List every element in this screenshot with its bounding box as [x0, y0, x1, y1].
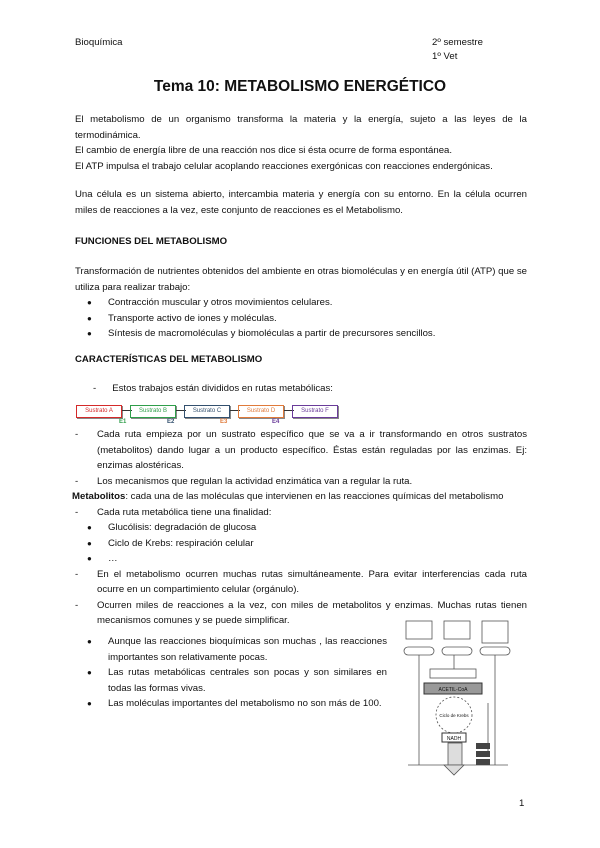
simplify-list	[75, 634, 387, 712]
substrate-box: Sustrato A	[76, 405, 122, 418]
enzyme-label: E3	[220, 419, 228, 425]
substrate-box: Sustrato B	[130, 405, 176, 418]
header-subject: Bioquímica	[75, 37, 123, 48]
intro-line: El metabolismo de un organismo transforma la materia y la energía, sujeto a las leyes de la termodinámica.	[75, 114, 527, 141]
list-item: ● Síntesis de macromoléculas y biomoléculas a partir de precursores sencillos.	[75, 326, 527, 342]
intro-line: El ATP impulsa el trabajo celular acoplando reacciones exergónicas con reacciones endergónicas.	[75, 160, 493, 172]
substrate-box: Sustrato F	[292, 405, 338, 418]
list-item: ● Las rutas metabólicas centrales son pocas y son similares en todas las formas vivas.	[75, 665, 387, 696]
enzyme-label: E1	[119, 419, 127, 425]
dash-item: - En el metabolismo ocurren muchas rutas simultáneamente. Para evitar interferencias cada ruta ocurre en un compartimiento celular (orgánulo).	[75, 567, 527, 598]
list-item: ● Glucólisis: degradación de glucosa	[75, 520, 527, 536]
rutas-text: Estos trabajos están divididos en rutas metabólicas:	[112, 383, 333, 394]
metabolitos-label: Metabolitos	[72, 491, 126, 502]
list-item: ● Transporte activo de iones y moléculas.	[75, 311, 527, 327]
dash-item: - Cada ruta metabólica tiene una finalidad:	[75, 505, 527, 521]
cell-paragraph: Una célula es un sistema abierto, intercambia materia y energía con su entorno. En la célula ocurren miles de reacciones a la vez, este conjunto de reacciones es el Metabolismo.	[75, 189, 527, 216]
list-item: ● Contracción muscular y otros movimientos celulares.	[75, 295, 527, 311]
list-item: ● Ciclo de Krebs: respiración celular	[75, 536, 527, 552]
figure-cycle-label: Ciclo de Krebs	[439, 713, 469, 718]
dash-item: - Estos trabajos están divididos en rutas metabólicas:	[93, 383, 333, 394]
substrate-box: Sustrato D	[238, 405, 284, 418]
funciones-text: Transformación de nutrientes obtenidos del ambiente en otras biomoléculas y en energía útil (ATP) que se utiliza para realizar trabajo:	[75, 266, 527, 293]
funciones-block	[75, 264, 527, 342]
intro-paragraph	[75, 112, 527, 174]
intro-line: El cambio de energía libre de una reacción nos dice si ésta ocurre de forma espontánea.	[75, 145, 453, 156]
enzyme-label: E2	[167, 419, 175, 425]
list-item: ● …	[75, 551, 527, 567]
header-semester: 2º semestre	[432, 37, 483, 48]
header-course: 1º Vet	[432, 51, 458, 62]
caracteristicas-block	[72, 427, 527, 629]
enzyme-label: E4	[272, 419, 280, 425]
dash-item: - Los mecanismos que regulan la actividad enzimática van a regular la ruta.	[75, 474, 527, 490]
list-item: ● Aunque las reacciones bioquímicas son muchas , las reacciones importantes son relativamente pocas.	[75, 634, 387, 665]
list-item: ● Las moléculas importantes del metabolismo no son más de 100.	[75, 696, 387, 712]
metabolism-overview-figure	[398, 615, 518, 780]
section-heading-funciones: FUNCIONES DEL METABOLISMO	[75, 236, 228, 247]
figure-center-label: ACETIL-CoA	[438, 687, 468, 693]
substrate-box: Sustrato C	[184, 405, 230, 418]
figure-nadh-label: NADH	[446, 736, 462, 742]
metabolitos-line	[72, 489, 527, 505]
section-heading-caracteristicas: CARACTERÍSTICAS DEL METABOLISMO	[75, 354, 263, 365]
page-number: 1	[519, 798, 525, 809]
page-title: Tema 10: METABOLISMO ENERGÉTICO	[153, 78, 447, 95]
dash-item: - Ocurren miles de reacciones a la vez, con miles de metabolitos y enzimas. Muchas rutas tienen mecanismos comunes y se puede simplificar.	[75, 598, 527, 629]
metabolitos-text: : cada una de las moléculas que intervienen en las reacciones químicas del metabolismo	[125, 491, 504, 502]
dash-item: - Cada ruta empieza por un sustrato específico que se va a ir transformando en otros sustratos (metabolitos) dando lugar a un producto específico. Éstas están reguladas por las enzimas. Ej: enzimas alostéricas.	[75, 427, 527, 474]
